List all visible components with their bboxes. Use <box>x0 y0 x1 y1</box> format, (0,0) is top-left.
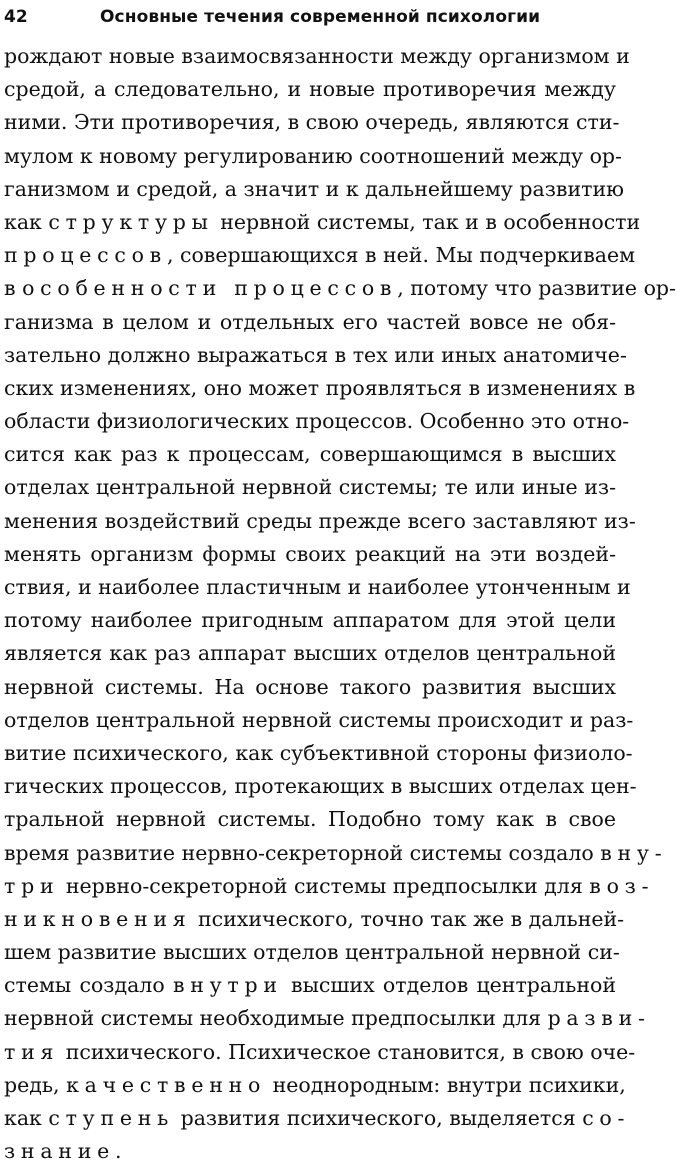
text-line <box>4 372 636 405</box>
text-line <box>4 969 616 1002</box>
text-line <box>4 770 637 803</box>
text-line <box>4 671 616 704</box>
page-number: 42 <box>4 7 28 27</box>
text-segment: гических процессов, протекающих в высших отделах цен- <box>4 774 637 799</box>
emphasized-text: со- <box>582 1106 631 1130</box>
text-segment: шем развитие высших отделов центральной нервной си- <box>4 940 620 965</box>
text-segment: ганизма в целом и отдельных его частей вовсе не обя- <box>4 309 616 334</box>
text-segment: как <box>4 209 49 234</box>
emphasized-text: качественно <box>66 1072 267 1097</box>
text-line <box>4 206 641 239</box>
emphasized-text: процессов <box>4 243 167 268</box>
text-line <box>4 571 631 604</box>
text-line <box>4 140 622 173</box>
text-line <box>4 438 616 471</box>
text-segment: , совершающихся в ней. Мы подчеркиваем <box>166 243 636 268</box>
text-line <box>4 1135 616 1168</box>
emphasized-text: воз- <box>589 873 655 898</box>
emphasized-text: структуры <box>48 209 214 234</box>
text-segment: редь, <box>4 1072 67 1097</box>
body-text <box>4 40 676 1168</box>
text-segment: области физиологических процессов. Особенно это отно- <box>4 409 630 434</box>
text-segment: нервной системы. На основе такого развития высших <box>4 674 616 699</box>
text-line <box>4 604 616 637</box>
text-line <box>4 803 616 836</box>
text-segment: стемы создало <box>4 973 173 998</box>
text-segment: ними. Эти противоречия, в свою очередь, являются сти- <box>4 110 620 135</box>
text-segment: . <box>114 1139 122 1164</box>
emphasized-text: никновения <box>4 906 192 931</box>
text-line <box>4 1002 651 1035</box>
text-line <box>4 505 636 538</box>
text-segment: как <box>4 1106 49 1130</box>
text-segment: рождают новые взаимосвязанности между организмом и <box>4 44 630 68</box>
text-line <box>4 471 616 504</box>
page-header <box>4 4 616 30</box>
text-segment: тральной нервной системы. Подобно тому как в свое <box>4 807 616 832</box>
text-segment: нервной системы необходимые предпосылки для <box>4 1006 548 1031</box>
text-segment: неоднородным: внутри психики, <box>266 1072 626 1097</box>
text-line <box>4 1102 631 1135</box>
text-segment: в <box>4 276 23 301</box>
text-segment: отделов центральной нервной системы происходит и раз- <box>4 707 634 732</box>
text-line <box>4 870 655 903</box>
text-segment: психического, точно так же в дальней- <box>191 906 625 931</box>
running-title: Основные течения современной психологии <box>100 7 541 27</box>
text-line <box>4 538 616 571</box>
text-line <box>4 272 676 305</box>
text-line <box>4 1069 626 1102</box>
emphasized-text: знание <box>4 1139 115 1164</box>
text-line <box>4 73 616 106</box>
text-segment: менения воздействий среды прежде всего заставляют из- <box>4 508 636 533</box>
emphasized-text: ступень <box>48 1106 175 1130</box>
text-segment: отделах центральной нервной системы; те или иные из- <box>4 475 616 500</box>
emphasized-text: три <box>4 873 60 898</box>
text-segment: психического. Психическое становится, в свою оче- <box>59 1039 636 1064</box>
emphasized-text: внутри <box>172 973 283 998</box>
emphasized-text: разви- <box>547 1006 651 1031</box>
emphasized-text: тия <box>4 1039 60 1064</box>
text-segment: время развитие нервно-секреторной системы создало <box>4 840 601 865</box>
text-segment: высших отделов центральной <box>282 973 617 998</box>
emphasized-text: вну- <box>600 840 668 865</box>
text-segment: средой, а следовательно, и новые противоречия между <box>4 77 616 102</box>
text-segment: является как раз аппарат высших отделов центральной <box>4 641 616 666</box>
text-line <box>4 106 620 139</box>
emphasized-text: особенности процессов <box>22 276 398 301</box>
text-line <box>4 306 616 339</box>
text-line <box>4 936 620 969</box>
text-line <box>4 40 630 73</box>
text-line <box>4 837 668 870</box>
text-line <box>4 173 624 206</box>
text-segment: ствия, и наиболее пластичным и наиболее утонченным и <box>4 575 631 599</box>
text-segment: нервно-секреторной системы предпосылки для <box>59 873 590 898</box>
text-segment: витие психического, как субъективной стороны физиоло- <box>4 740 633 765</box>
text-line <box>4 637 616 670</box>
text-segment: сится как раз к процессам, совершающимся в высших <box>4 442 616 467</box>
text-line <box>4 737 633 770</box>
text-line <box>4 903 625 936</box>
text-segment: потому наиболее пригодным аппаратом для этой цели <box>4 608 616 633</box>
text-segment: ских изменениях, оно может проявляться в изменениях в <box>4 375 636 400</box>
text-segment: , потому что развитие ор- <box>397 276 676 301</box>
text-segment: развития психического, выделяется <box>174 1106 583 1130</box>
text-segment: зательно должно выражаться в тех или иных анатомиче- <box>4 342 627 367</box>
text-segment: ганизмом и средой, а значит и к дальнейшему развитию <box>4 176 624 201</box>
text-line <box>4 339 627 372</box>
text-line <box>4 1036 636 1069</box>
text-line <box>4 239 636 272</box>
text-segment: нервной системы, так и в особенности <box>213 209 641 234</box>
text-line <box>4 704 634 737</box>
text-segment: менять организм формы своих реакций на эти воздей- <box>4 541 616 566</box>
text-line <box>4 405 630 438</box>
text-segment: мулом к новому регулированию соотношений между ор- <box>4 143 622 168</box>
